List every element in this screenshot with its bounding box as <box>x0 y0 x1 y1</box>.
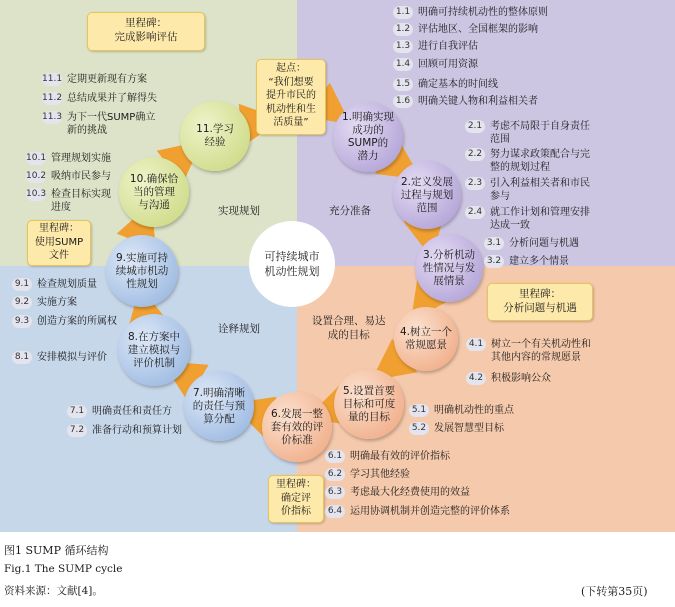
substep-11-1: 11.1 定期更新现有方案 <box>42 74 147 85</box>
phase-label-goals: 设置合理、易达 成的目标 <box>312 315 386 341</box>
start-point-box: 起点： “我们想要 提升市民的 机动性和生 活质量” <box>256 59 326 135</box>
continued-note: (下转第35页) <box>581 585 648 598</box>
substep-10-3: 10.3 检查目标实现 进度 <box>26 189 111 213</box>
step-2-circle: 2.定义发展 过程与规划 范围 <box>393 161 461 229</box>
phase-label-prepare: 充分准备 <box>329 205 371 217</box>
step-8-circle: 8.在方案中 建立模拟与 评价机制 <box>118 314 190 386</box>
step-4-circle: 4.树立一个 常规愿景 <box>394 307 458 371</box>
substep-3-2: 3.2 建立多个情景 <box>484 255 569 268</box>
substep-9-2: 9.2 实施方案 <box>12 296 77 309</box>
step-10-circle: 10.确保恰 当的管理 与沟通 <box>119 157 189 227</box>
substep-7-2: 7.2 准备行动和预算计划 <box>67 424 182 437</box>
substep-10-2: 10.2 吸纳市民参与 <box>26 171 111 182</box>
substep-2-3: 2.3 引入利益相关者和市民 参与 <box>465 177 605 203</box>
substep-1-6: 1.6 明确关键人物和利益相关者 <box>393 95 538 108</box>
phase-label-implement: 实现规划 <box>218 205 260 217</box>
substep-8-1: 8.1 安排模拟与评价 <box>12 351 107 364</box>
substep-1-4: 1.4 回顾可用资源 <box>393 58 478 71</box>
substep-6-1: 6.1 明确最有效的评价指标 <box>325 450 450 463</box>
substep-9-3: 9.3 创造方案的所属权 <box>12 315 117 328</box>
step-7-circle: 7.明确清晰 的责任与预 算分配 <box>184 371 254 441</box>
substep-2-1: 2.1 考虑不局限于自身责任 范围 <box>465 120 605 146</box>
step-1-circle: 1.明确实现 成功的 SUMP的 潜力 <box>333 102 403 172</box>
substep-6-2: 6.2 学习其他经验 <box>325 468 410 481</box>
step-3-circle: 3.分析机动 性情况与发 展情景 <box>415 234 483 302</box>
figure-source: 资料来源：文献[4]。 <box>4 585 103 597</box>
step-11-circle: 11.学习 经验 <box>180 101 250 171</box>
substep-4-2: 4.2 积极影响公众 <box>466 372 551 385</box>
arrow-2-3 <box>426 228 428 238</box>
step-5-circle: 5.设置首要 目标和可度 量的目标 <box>334 369 404 439</box>
substep-11-2: 11.2 总结成果并了解得失 <box>42 93 157 104</box>
milestone-impact-assessment: 里程碑： 完成影响评估 <box>87 12 205 51</box>
arrow-4-5 <box>388 362 396 368</box>
substep-11-3: 11.3 为下一代SUMP确立 新的挑战 <box>42 112 156 136</box>
substep-7-1: 7.1 明确责任和责任方 <box>67 405 172 418</box>
substep-10-1: 10.1 管理规划实施 <box>26 153 111 164</box>
substep-4-1: 4.1 树立一个有关机动性和 其他内容的常规愿景 <box>466 338 626 364</box>
substep-2-2: 2.2 努力谋求政策配合与完 整的规划过程 <box>465 148 605 174</box>
substep-1-2: 1.2 评估地区、全国框架的影响 <box>393 23 538 36</box>
step-6-circle: 6.发展一整 套有效的评 价标准 <box>262 392 332 462</box>
phase-label-elaborate: 诠释规划 <box>218 323 260 335</box>
substep-3-1: 3.1 分析问题与机遇 <box>484 237 579 250</box>
figure-caption-cn: 图1 SUMP 循环结构 <box>4 544 109 557</box>
step-9-circle: 9.实施可持 续城市机动 性规划 <box>106 235 178 307</box>
arrow-10-11 <box>176 154 186 162</box>
substep-5-1: 5.1 明确机动性的重点 <box>409 404 514 417</box>
substep-1-3: 1.3 进行自我评估 <box>393 40 478 53</box>
substep-6-4: 6.4 运用协调机制并创造完整的评价体系 <box>325 505 510 518</box>
center-title: 可持续城市 机动性规划 <box>249 221 335 307</box>
substep-1-5: 1.5 确定基本的时间线 <box>393 78 498 91</box>
milestone-analyse-problems: 里程碑： 分析问题与机遇 <box>487 283 593 321</box>
substep-9-1: 9.1 检查规划质量 <box>12 278 97 291</box>
substep-1-1: 1.1 明确可持续机动性的整体原则 <box>393 6 548 19</box>
substep-5-2: 5.2 发展智慧型目标 <box>409 422 504 435</box>
milestone-evaluation-indicators: 里程碑： 确定评 价指标 <box>268 475 324 523</box>
milestone-use-sump: 里程碑： 使用SUMP 文件 <box>27 220 91 266</box>
substep-2-4: 2.4 就工作计划和管理安排 达成一致 <box>465 206 605 232</box>
figure-caption-en: Fig.1 The SUMP cycle <box>4 563 123 575</box>
substep-6-3: 6.3 考虑最大化经费使用的效益 <box>325 486 470 499</box>
